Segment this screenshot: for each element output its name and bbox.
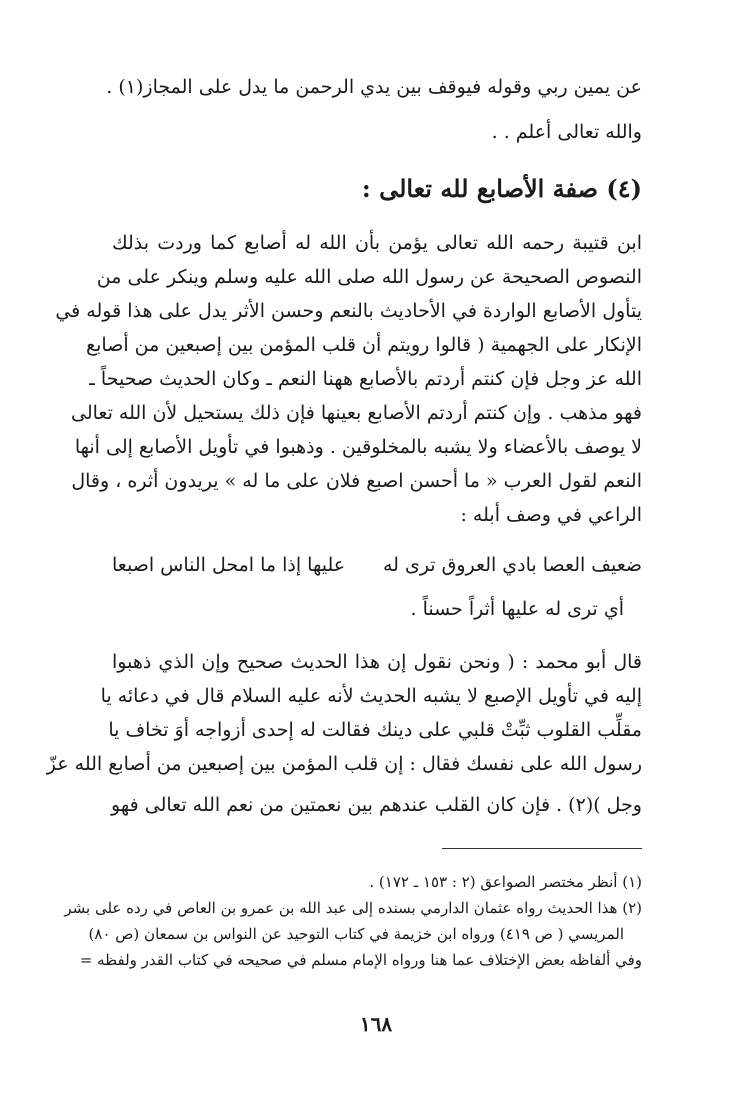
paragraph-line: لا يوصف بالأعضاء ولا يشبه بالمخلوقين . وذهبوا في تأويل الأصابع إلى أنها — [74, 436, 642, 458]
paragraph-line: النعم لقول العرب « ما أحسن اصبع فلان على ما له » يريدون أثره ، وقال — [71, 470, 642, 492]
paragraph-line: الله عز وجل فإن كنتم أردتم بالأصابع ههنا النعم ـ وكان الحديث صحيحاً ـ — [89, 368, 642, 390]
verse-note: أي ترى له عليها أثراً حسناً . — [410, 598, 624, 620]
paragraph-line: الإنكار على الجهمية ( قالوا رويتم أن قلب المؤمن بين إصبعين من أصابع — [86, 334, 642, 356]
intro-line: عن يمين ربي وقوله فيوقف بين يدي الرحمن ما يدل على المجاز(١) . — [106, 76, 642, 98]
footnote-line: المريسي ( ص ٤١٩) ورواه ابن خزيمة في كتاب التوحيد عن النواس بن سمعان (ص ٨٠) — [88, 925, 624, 943]
page-number: ١٦٨ — [359, 1012, 393, 1036]
intro-line: والله تعالى أعلم . . — [491, 121, 642, 143]
paragraph-line: قال أبو محمد : ( ونحن نقول إن هذا الحديث صحيح وإن الذي ذهبوا — [112, 651, 642, 673]
verse-second-hemistich: عليها إذا ما امحل الناس اصبعا — [112, 554, 346, 576]
paragraph-line: وجل )(٢) . فإن كان القلب عندهم بين نعمتين من نعم الله تعالى فهو — [111, 794, 642, 816]
section-heading: (٤) صفة الأصابع لله تعالى : — [361, 174, 642, 203]
poetry-verse — [112, 550, 642, 580]
footnote-line: (١) أنظر مختصر الصواعق (٢ : ١٥٣ ـ ١٧٢) . — [369, 873, 642, 891]
paragraph-line: مقلِّب القلوب ثبِّتْ قلبي على دينك فقالت له إحدى أزواجه أوَ تخاف يا — [108, 719, 642, 741]
paragraph-line: الراعي في وصف أبله : — [460, 504, 642, 526]
footnote-line: (٢) هذا الحديث رواه عثمان الدارمي بسنده إلى عبد الله بن عمرو بن العاص في رده على بشر — [64, 899, 642, 917]
paragraph-line: ابن قتيبة رحمه الله تعالى يؤمن بأن الله له أصابع كما وردت بذلك — [112, 232, 642, 254]
paragraph-line: إليه في تأويل الإصبع لا يشبه الحديث لأنه عليه السلام قال في دعائه يا — [100, 685, 642, 707]
paragraph-line: النصوص الصحيحة عن رسول الله صلى الله عليه وسلم وينكر على من — [96, 266, 642, 288]
footnote-divider — [442, 848, 642, 849]
footnote-line: وفي ألفاظه بعض الإختلاف عما هنا ورواه الإمام مسلم في صحيحه في كتاب القدر ولفظه = — [79, 951, 642, 969]
paragraph-line: فهو مذهب . وإن كنتم أردتم الأصابع بعينها فإن ذلك يستحيل لأن الله تعالى — [70, 402, 642, 424]
verse-first-hemistich: ضعيف العصا بادي العروق ترى له — [382, 554, 642, 576]
paragraph-line: يتأول الأصابع الواردة في الأحاديث بالنعم وحسن الأثر يدل على هذا قوله في — [55, 300, 642, 322]
paragraph-line: رسول الله على نفسك فقال : إن قلب المؤمن بين إصبعين من أصابع الله عزّ — [46, 753, 642, 775]
